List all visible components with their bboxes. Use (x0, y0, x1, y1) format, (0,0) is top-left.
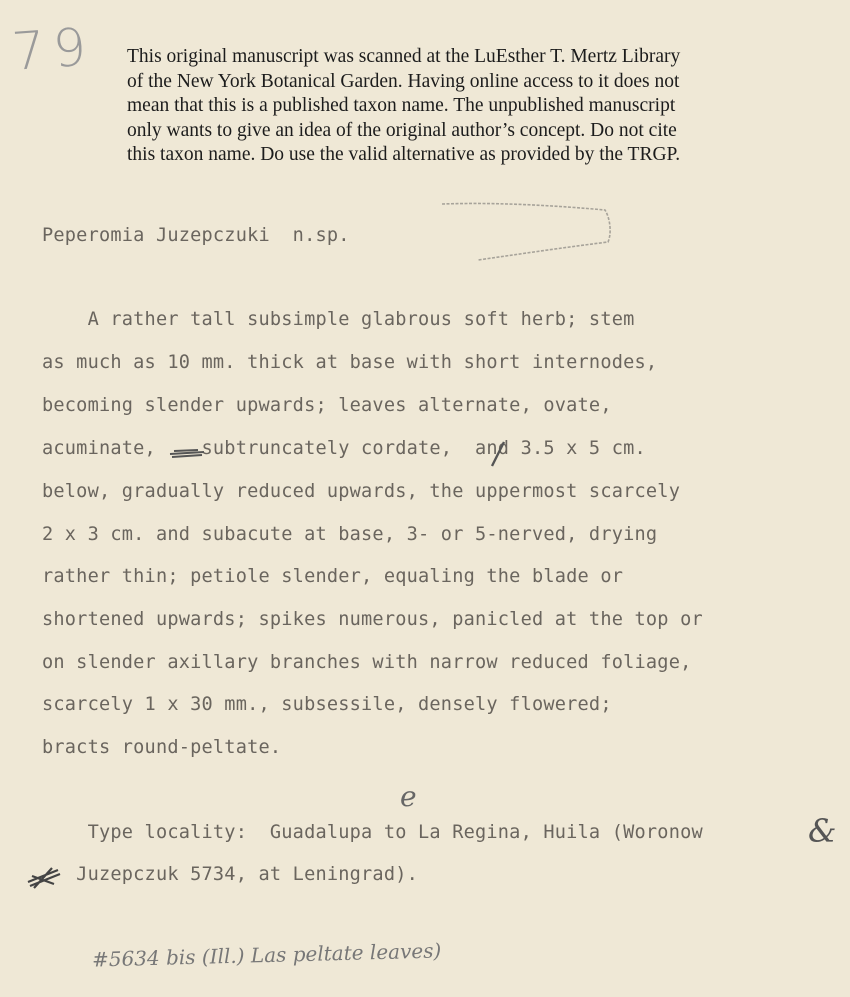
description-line: below, gradually reduced upwards, the uppermost scarcely (42, 481, 681, 502)
strikeout-scribble (168, 444, 208, 464)
description-line: on slender axillary branches with narrow reduced foliage, (42, 652, 692, 673)
handwritten-page-number: 79 (10, 17, 97, 83)
description-line: shortened upwards; spikes numerous, panicled at the top or (42, 609, 703, 630)
notice-line: this taxon name. Do use the valid alternative as provided by the TRGP. (127, 144, 681, 165)
scribble-mark (24, 862, 64, 892)
notice-line: This original manuscript was scanned at the LuEsther T. Mertz Library (127, 46, 681, 67)
description-line: becoming slender upwards; leaves alternate, ovate, (42, 395, 612, 416)
handwritten-note: #5634 bis (Ill.) Las peltate leaves) (91, 938, 442, 972)
library-notice (127, 45, 787, 168)
handwritten-correction: e (400, 780, 417, 813)
description-line: rather thin; petiole slender, equaling the blade or (42, 566, 624, 587)
description-line: A rather tall subsimple glabrous soft herb; stem (42, 309, 635, 330)
type-locality-line: Type locality: Guadalupa to La Regina, Huila (Woronow (42, 822, 703, 843)
notice-line: of the New York Botanical Garden. Having online access to it does not (127, 70, 680, 92)
species-title: Peperomia Juzepczuki n.sp. (42, 225, 350, 246)
description-line: acuminate, subtruncately cordate, and 3.5 x 5 cm. (42, 438, 646, 459)
type-locality-line: Juzepczuk 5734, at Leningrad). (42, 864, 419, 885)
handwritten-ampersand: & (808, 812, 837, 850)
notice-line: only wants to give an idea of the original author’s concept. Do not cite (127, 119, 677, 141)
description-line: as much as 10 mm. thick at base with short internodes, (42, 352, 658, 373)
pencil-bracket-mark (440, 198, 620, 268)
pencil-slash-mark (488, 440, 508, 470)
description-line: scarcely 1 x 30 mm., subsessile, densely flowered; (42, 694, 612, 715)
description-line: bracts round-peltate. (42, 737, 282, 758)
notice-line: mean that this is a published taxon name. The unpublished manuscript (127, 95, 676, 116)
description-line: 2 x 3 cm. and subacute at base, 3- or 5-nerved, drying (42, 524, 658, 545)
